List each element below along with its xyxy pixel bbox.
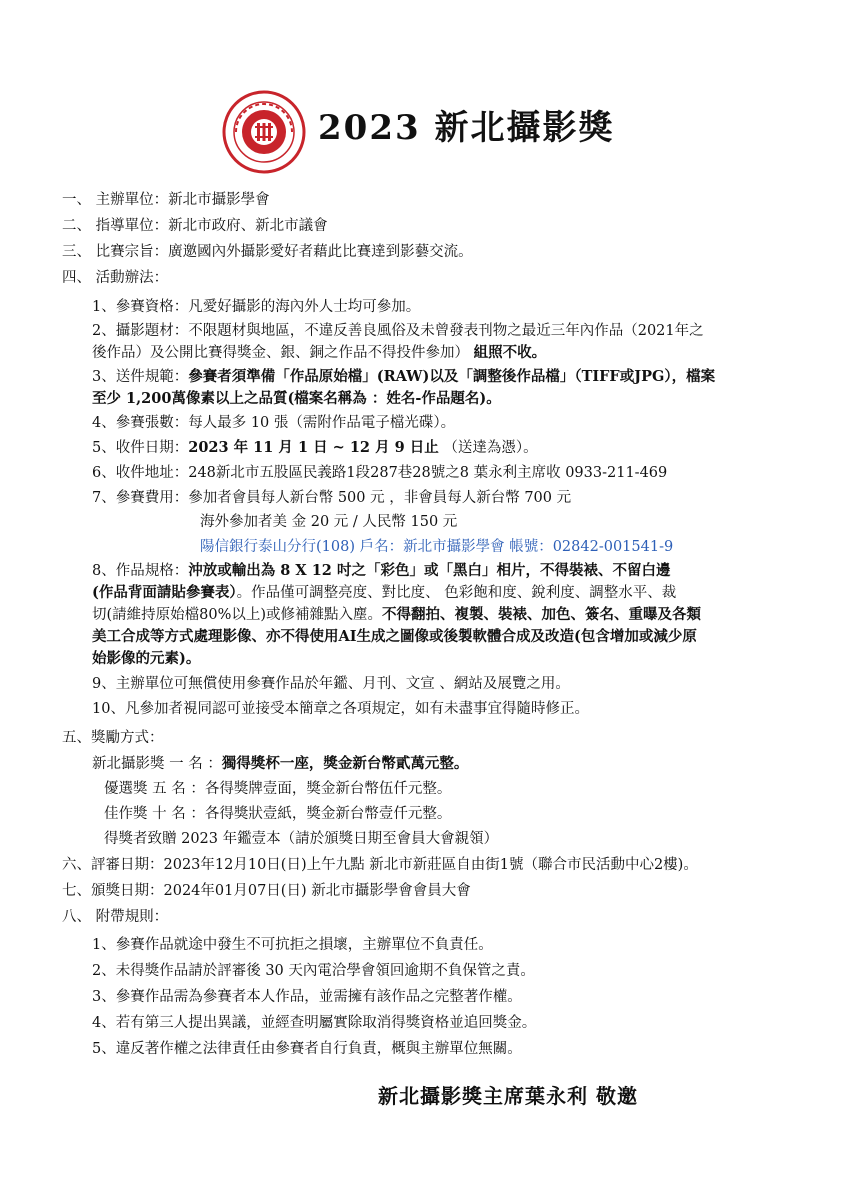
society-logo-icon — [222, 90, 306, 174]
subject-no-series: 組照不收。 — [473, 344, 547, 361]
format-crop: 切(請維持原始檔80%以上)或修補雜點入塵。 — [92, 607, 383, 623]
dates-label: 5、收件日期： — [92, 440, 189, 456]
award-grand-label: 新北攝影獎 一 名 ： — [92, 756, 222, 772]
dates-note: （送達為憑）。 — [443, 440, 538, 456]
signature: 新北攝影獎主席葉永利 敬邀 — [378, 1084, 638, 1108]
rule-return: 2、未得獎作品請於評審後 30 天內電洽學會領回逾期不負保管之責。 — [92, 963, 535, 979]
format-adjust: 。作品僅可調整亮度、對比度、 色彩飽和度、銳利度、調整水平、裁 — [236, 585, 677, 601]
item-address: 6、收件地址：248新北市五股區民義路1段287巷28號之8 葉永利主席收 0933-211-469 — [92, 465, 668, 481]
award-excellence: 優選獎 五 名 ：各得獎牌壹面，獎金新台幣伍仟元整。 — [104, 781, 452, 797]
format-label: 8、作品規格： — [92, 563, 189, 579]
award-merit: 佳作獎 十 名 ：各得獎狀壹紙，獎金新台幣壹仟元整。 — [104, 806, 452, 822]
award-yearbook: 得獎者致贈 2023 年鑑壹本（請於頒獎日期至會員大會親領） — [104, 831, 499, 847]
award-grand — [92, 754, 468, 774]
rule-liability: 5、違反著作權之法律責任由參賽者自行負責，概與主辦單位無關。 — [92, 1041, 522, 1057]
format-spec: 沖放或輸出為 8 X 12 吋之「彩色」或「黑白」相片，不得裝裱、不留白邊 — [188, 562, 671, 579]
section-organizer: 一、 主辦單位：新北市攝影學會 — [62, 192, 270, 208]
item-submission-line1 — [92, 367, 715, 387]
section-ceremony: 七、頒獎日期：2024年01月07日(日) 新北市攝影學會會員大會 — [62, 883, 471, 899]
item-subject-line2 — [92, 343, 546, 363]
item-usage: 9、主辦單位可無償使用參賽作品於年鑑、月刊、文宣 、網站及展覽之用。 — [92, 676, 570, 692]
item-format-line5: 始影像的元素)。 — [92, 650, 201, 667]
item-acceptance: 10、凡參加者視同認可並接受本簡章之各項規定，如有未盡事宜得隨時修正。 — [92, 701, 589, 717]
item-format-line4: 美工合成等方式處理影像、亦不得使用AI生成之圖像或後製軟體合成及改造(包含增加或減少原 — [92, 628, 697, 645]
item-format-line2 — [92, 583, 676, 603]
section-guidance: 二、 指導單位：新北市政府、新北市議會 — [62, 218, 328, 234]
dates-range: 2023 年 11 月 1 日 ~ 12 月 9 日止 — [188, 439, 439, 456]
item-dates — [92, 438, 538, 458]
submission-spec: 參賽者須準備「作品原始檔」(RAW)以及「調整後作品檔」（TIFF或JPG），檔案 — [188, 368, 716, 385]
item-quantity: 4、參賽張數：每人最多 10 張（需附作品電子檔光碟）。 — [92, 415, 456, 431]
item-format-line3 — [92, 605, 701, 625]
bank-account: 陽信銀行泰山分行(108) 戶名：新北市攝影學會 帳號：02842-001541-9 — [200, 539, 674, 555]
item-fee-line1: 7、參賽費用：參加者會員每人新台幣 500 元 ，非會員每人新台幣 700 元 — [92, 490, 572, 506]
award-grand-prize: 獨得獎杯一座，獎金新台幣貳萬元整。 — [221, 755, 469, 772]
format-prohibit: 不得翻拍、複製、裝裱、加色、簽名、重曝及各類 — [382, 606, 702, 623]
section-extra-rules: 八、 附帶規則： — [62, 909, 169, 925]
item-fee-line2: 海外參加者美 金 20 元 / 人民幣 150 元 — [200, 514, 458, 530]
subject-text: 後作品）及公開比賽得獎金、銀、銅之作品不得投件參加） — [92, 345, 469, 361]
section-purpose: 三、 比賽宗旨：廣邀國內外攝影愛好者藉此比賽達到影藝交流。 — [62, 244, 473, 260]
submission-label: 3、送件規範： — [92, 369, 189, 385]
item-format-line1 — [92, 561, 670, 581]
item-submission-line2: 至少 1,200萬像素以上之品質(檔案名稱為 ：姓名-作品題名)。 — [92, 390, 501, 407]
rule-copyright: 3、參賽作品需為參賽者本人作品，並需擁有該作品之完整著作權。 — [92, 989, 522, 1005]
section-awards-heading: 五、獎勵方式： — [62, 730, 164, 746]
page-title: 2023 新北攝影獎 — [318, 108, 615, 148]
item-subject-line1: 2、攝影題材：不限題材與地區，不違反善良風俗及未曾發表刊物之最近三年內作品（2021年之 — [92, 323, 704, 339]
section-rules-heading: 四、 活動辦法： — [62, 270, 169, 286]
rule-damage: 1、參賽作品就途中發生不可抗拒之損壞，主辦單位不負責任。 — [92, 937, 493, 953]
section-judging: 六、評審日期：2023年12月10日(日)上午九點 新北市新莊區自由街1號（聯合市民活動中心2樓)。 — [62, 857, 698, 873]
format-back-note: (作品背面請貼參賽表） — [92, 584, 237, 601]
rule-objection: 4、若有第三人提出異議，並經查明屬實除取消得獎資格並追回獎金。 — [92, 1015, 537, 1031]
item-eligibility: 1、參賽資格：凡愛好攝影的海內外人士均可參加。 — [92, 299, 421, 315]
